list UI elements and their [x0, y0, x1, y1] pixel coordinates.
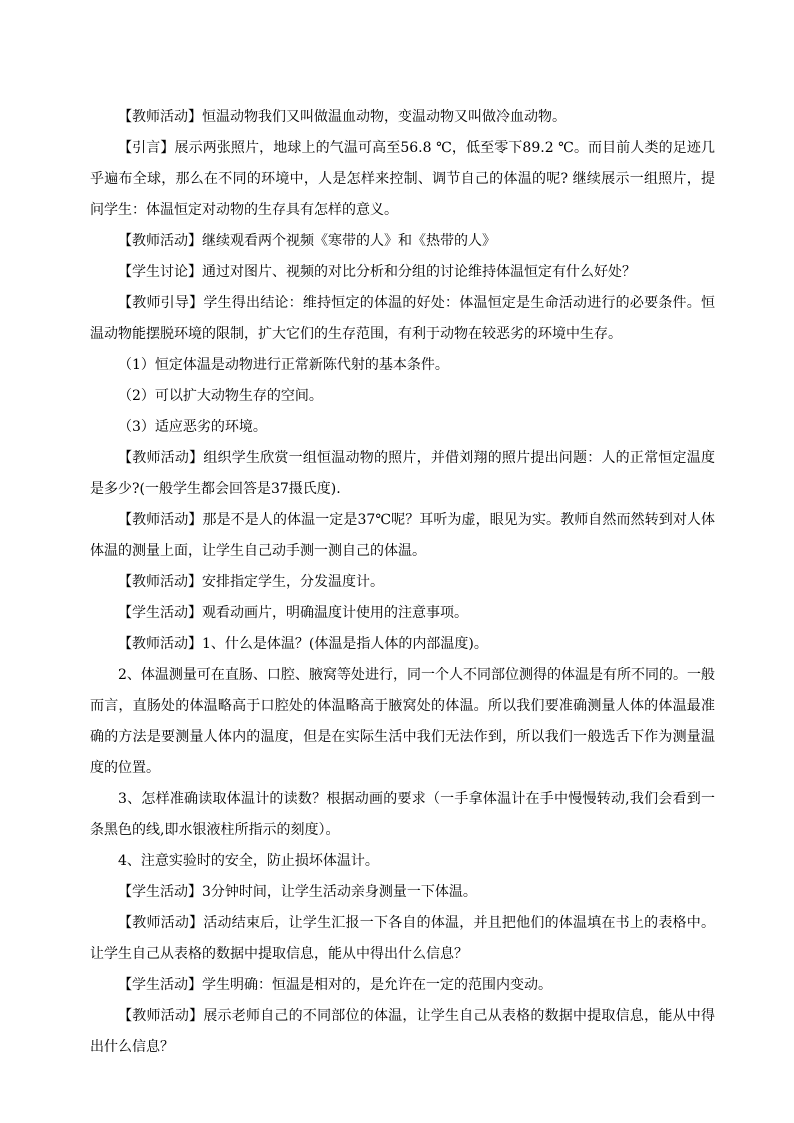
paragraph-teacher-activity-what-is-body-temp: 【教师活动】1、什么是体温？(体温是指人体的内部温度)。 — [118, 636, 488, 652]
paragraph-teacher-activity-1: 【教师活动】恒温动物我们又叫做温血动物，变温动物又叫做冷血动物。 — [118, 109, 566, 125]
document-page — [90, 102, 715, 1063]
paragraph-teacher-activity-thermometers: 【教师活动】安排指定学生，分发温度计。 — [118, 574, 384, 590]
paragraph-introduction: 【引言】展示两张照片，地球上的气温可高至56.8 ℃，低至零下89.2 ℃。而目前人类的足迹几乎遍布全球，那么在不同的环境中，人是怎样来控制、调节自己的体温的呢? 继续展示一组照片，提问学生：体温恒定对动物的生存具有怎样的意义。 — [90, 140, 715, 218]
paragraph-student-activity-measure: 【学生活动】3分钟时间，让学生活动亲身测量一下体温。 — [118, 884, 477, 900]
paragraph-teacher-activity-report: 【教师活动】活动结束后，让学生汇报一下各自的体温，并且把他们的体温填在书上的表格中。让学生自己从表格的数据中提取信息，能从中得出什么信息？ — [90, 915, 715, 962]
list-item-2: （2）可以扩大动物生存的空间。 — [118, 388, 323, 404]
paragraph-teacher-activity-show-temps: 【教师活动】展示老师自己的不同部位的体温，让学生自己从表格的数据中提取信息，能从中得出什么信息？ — [90, 1008, 715, 1055]
paragraph-teacher-activity-photos: 【教师活动】组织学生欣赏一组恒温动物的照片，并借刘翔的照片提出问题：人的正常恒定温度是多少?(一般学生都会回答是37摄氏度). — [90, 450, 715, 497]
paragraph-student-activity-conclusion: 【学生活动】学生明确：恒温是相对的，是允许在一定的范围内变动。 — [118, 977, 552, 993]
paragraph-student-discussion: 【学生讨论】通过对图片、视频的对比分析和分组的讨论维持体温恒定有什么好处？ — [118, 264, 636, 280]
paragraph-teacher-activity-37c: 【教师活动】那是不是人的体温一定是37℃呢？耳听为虚，眼见为实。教师自然而然转到对人体体温的测量上面，让学生自己动手测一测自己的体温。 — [90, 512, 715, 559]
paragraph-teacher-guidance: 【教师引导】学生得出结论：维持恒定的体温的好处：体温恒定是生命活动进行的必要条件。恒温动物能摆脱环境的限制，扩大它们的生存范围，有利于动物在较恶劣的环境中生存。 — [90, 295, 715, 342]
paragraph-measurement-sites: 2、体温测量可在直肠、口腔、腋窝等处进行，同一个人不同部位测得的体温是有所不同的。一般而言，直肠处的体温略高于口腔处的体温略高于腋窝处的体温。所以我们要准确测量人体的体温最准确的方法是要测量人体内的温度，但是在实际生活中我们无法作到，所以我们一般选舌下作为测量温度的位置。 — [90, 667, 715, 776]
paragraph-teacher-activity-videos: 【教师活动】继续观看两个视频《寒带的人》和《热带的人》 — [118, 233, 496, 249]
list-item-1: （1）恒定体温是动物进行正常新陈代射的基本条件。 — [118, 357, 449, 373]
paragraph-reading-thermometer: 3、怎样准确读取体温计的读数？根据动画的要求（一手拿体温计在手中慢慢转动,我们会看到一条黑色的线,即水银液柱所指示的刻度）。 — [90, 791, 715, 838]
paragraph-student-activity-animation: 【学生活动】观看动画片，明确温度计使用的注意事项。 — [118, 605, 468, 621]
list-item-3: （3）适应恶劣的环境。 — [118, 419, 267, 435]
paragraph-safety: 4、注意实验时的安全，防止损坏体温计。 — [118, 853, 379, 869]
